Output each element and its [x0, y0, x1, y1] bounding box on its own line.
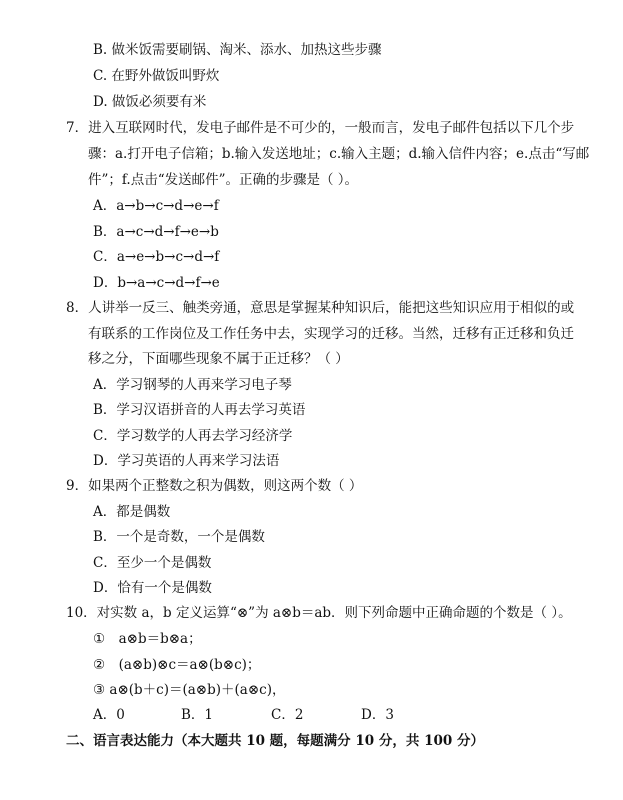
q7-line-3: 件”；f.点击“发送邮件”。正确的步骤是（ ）。 [88, 172, 359, 188]
q8-option-c: C．学习数学的人再去学习经济学 [93, 428, 293, 444]
q9-line-1: 9．如果两个正整数之积为偶数，则这两个数（ ） [66, 478, 363, 494]
q7-line-2: 骤：a.打开电子信箱；b.输入发送地址；c.输入主题；d.输入信件内容；e.点击“写邮 [88, 146, 590, 162]
q10-line-1: 10．对实数 a，b 定义运算“⊗”为 a⊗b＝ab．则下列命题中正确命题的个数是（ ）。 [66, 605, 572, 621]
q7-option-c: C．a→e→b→c→d→f [93, 249, 220, 265]
prev-option-b: B. 做米饭需要刷锅、淘米、添水、加热这些步骤 [93, 42, 382, 58]
q10-options [93, 705, 513, 725]
prev-option-d: D. 做饭必须要有米 [93, 94, 207, 110]
q7-option-b: B．a→c→d→f→e→b [93, 224, 219, 240]
q8-line-2: 有联系的工作岗位及工作任务中去，实现学习的迁移。当然，迁移有正迁移和负迁 [88, 326, 574, 342]
q10-option-b: B．1 [181, 707, 214, 723]
q8-option-a: A．学习钢琴的人再来学习电子琴 [93, 377, 292, 393]
q10-option-d: D．3 [361, 707, 394, 723]
q10-statement-2: ② (a⊗b)⊗c＝a⊗(b⊗c)； [93, 657, 261, 673]
q9-option-b: B．一个是奇数，一个是偶数 [93, 529, 265, 545]
section-2-heading: 二、语言表达能力（本大题共 10 题，每题满分 10 分，共 100 分） [66, 733, 484, 749]
q8-option-b: B．学习汉语拼音的人再去学习英语 [93, 402, 306, 418]
q9-option-d: D．恰有一个是偶数 [93, 580, 212, 596]
q7-option-a: A．a→b→c→d→e→f [93, 198, 219, 214]
q10-option-c: C．2 [271, 707, 304, 723]
q8-line-3: 移之分，下面哪些现象不属于正迁移？（ ） [88, 351, 349, 367]
q9-option-a: A．都是偶数 [93, 504, 171, 520]
q7-option-d: D．b→a→c→d→f→e [93, 275, 220, 291]
q10-statement-1: ① a⊗b＝b⊗a； [93, 631, 202, 647]
q10-option-a: A．0 [93, 707, 125, 723]
q10-statement-3: ③ a⊗(b＋c)＝(a⊗b)＋(a⊗c)， [93, 682, 286, 698]
prev-option-c: C. 在野外做饭叫野炊 [93, 68, 220, 84]
q7-line-1: 7．进入互联网时代，发电子邮件是不可少的，一般而言，发电子邮件包括以下几个步 [66, 120, 575, 136]
q9-option-c: C．至少一个是偶数 [93, 555, 212, 571]
q8-line-1: 8．人讲举一反三、触类旁通，意思是掌握某种知识后，能把这些知识应用于相似的或 [66, 300, 575, 316]
q8-option-d: D．学习英语的人再来学习法语 [93, 453, 280, 469]
